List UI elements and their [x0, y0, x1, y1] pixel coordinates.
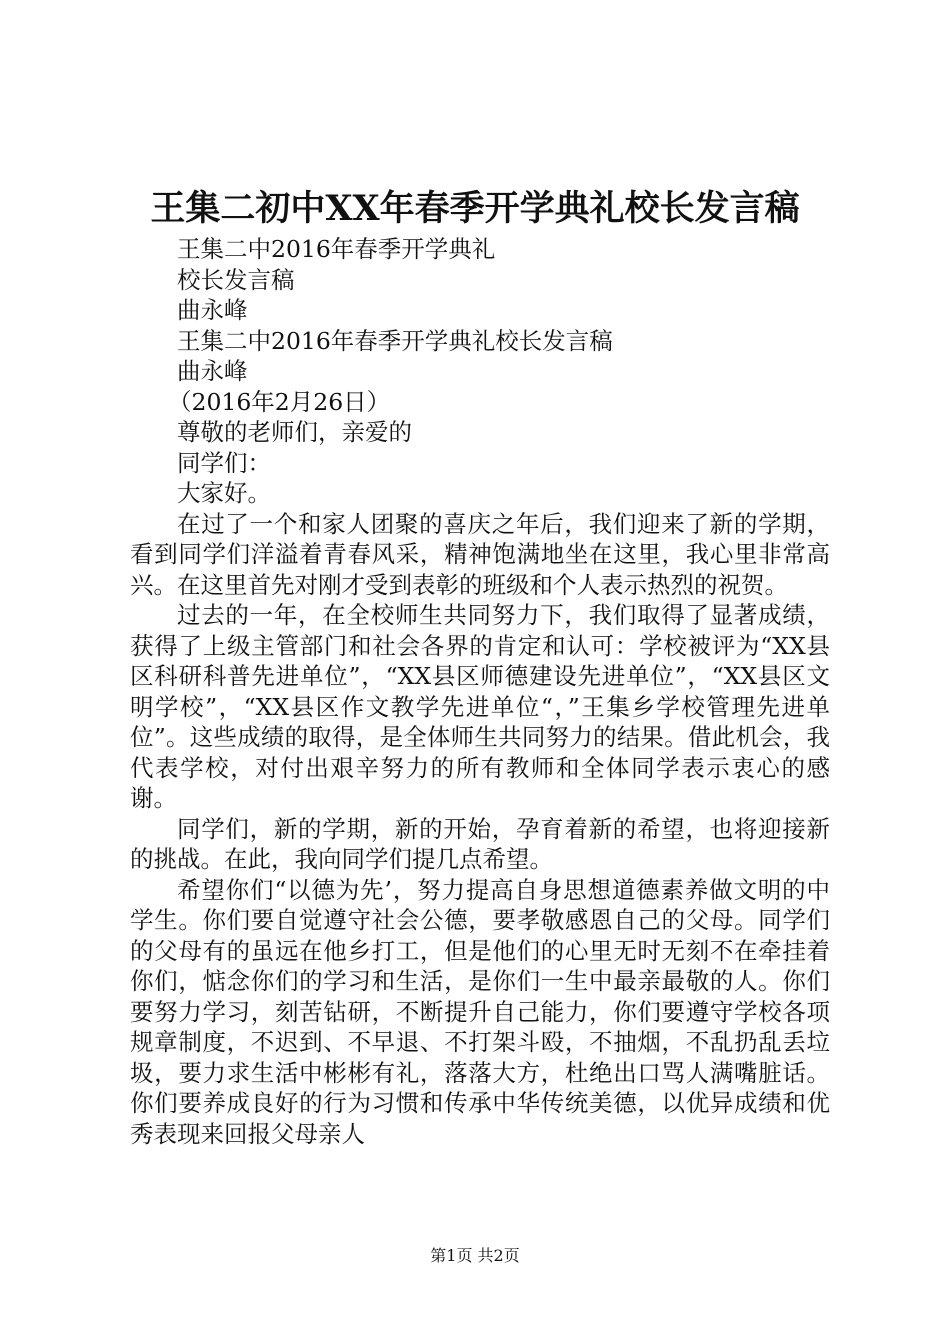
- document-title: 王集二初中XX年春季开学典礼校长发言稿: [150, 188, 800, 229]
- document-body: [130, 234, 830, 1149]
- header-line: 校长发言稿: [177, 265, 295, 294]
- header-line: 曲永峰: [177, 357, 248, 385]
- page-footer: 第1页 共2页: [430, 1246, 520, 1265]
- greeting-line: 大家好。: [177, 479, 271, 507]
- body-paragraph: 在过了一个和家人团聚的喜庆之年后，我们迎来了新的学期，看到同学们洋溢着青春风采，精神饱满地坐在这里，我心里非常高兴。在这里首先对刚才受到表彰的班级和个人表示热烈的祝贺。: [130, 509, 830, 599]
- header-line: 曲永峰: [177, 296, 248, 324]
- body-paragraph: 过去的一年，在全校师生共同努力下，我们取得了显著成绩，获得了上级主管部门和社会各界的肯定和认可：学校被评为“XX县区科研科普先进单位”，“XX县区师德建设先进单位”，“XX县区文明学校”，“XX县区作文教学先进单位“，”王集乡学校管理先进单位”。这些成绩的取得，是全体师生共同努力的结果。借此机会，我代表学校，对付出艰辛努力的所有教师和全体同学表示衷心的感谢。: [130, 601, 830, 812]
- body-paragraph: 同学们，新的学期，新的开始，孕育着新的希望，也将迎接新的挑战。在此，我向同学们提几点希望。: [130, 814, 830, 873]
- salutation-line: 尊敬的老师们，亲爱的: [177, 418, 412, 446]
- header-line: 王集二中2016年春季开学典礼校长发言稿: [177, 326, 613, 355]
- date-line: （2016年2月26日）: [168, 387, 391, 416]
- header-line: 王集二中2016年春季开学典礼: [177, 235, 496, 263]
- salutation-line: 同学们：: [177, 448, 271, 477]
- body-paragraph: 希望你们“以德为先’，努力提高自身思想道德素养做文明的中学生。你们要自觉遵守社会公德，要孝敬感恩自己的父母。同学们的父母有的虽远在他乡打工，但是他们的心里无时无刻不在牵挂着你们，惦念你们的学习和生活，是你们一生中最亲最敬的人。你们要努力学习，刻苦钻研，不断提升自己能力，你们要遵守学校各项规章制度，不迟到、不早退、不打架斗殴，不抽烟，不乱扔乱丢垃圾，要力求生活中彬彬有礼，落落大方，杜绝出口骂人满嘴脏话。你们要养成良好的行为习惯和传承中华传统美德，以优异成绩和优秀表现来回报父母亲人: [130, 875, 830, 1148]
